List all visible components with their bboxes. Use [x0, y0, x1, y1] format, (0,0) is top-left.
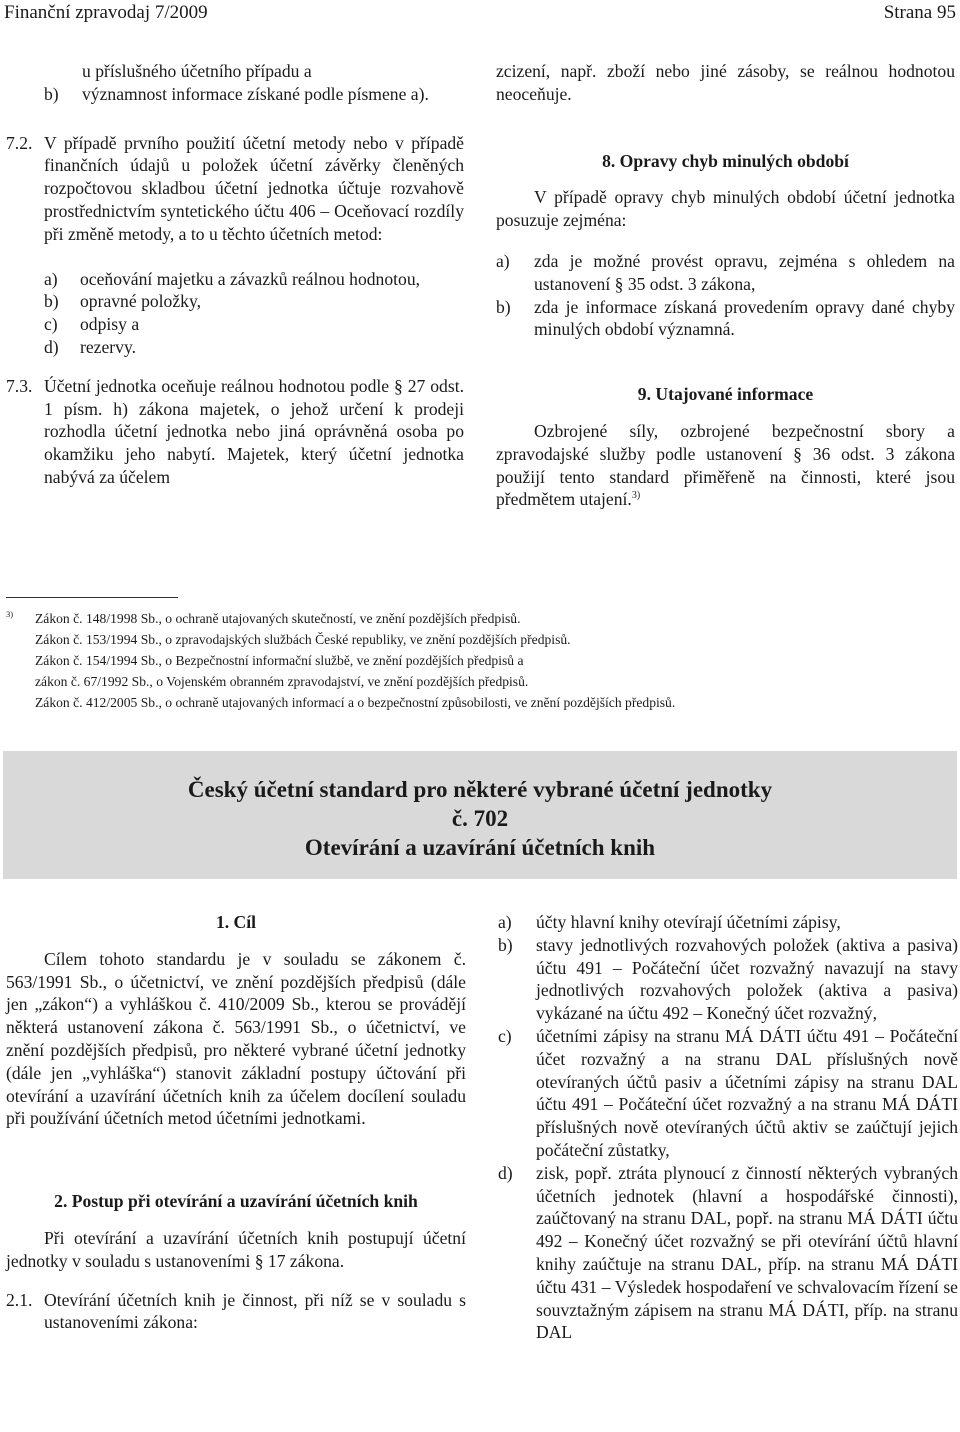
standard-title: [0, 775, 960, 862]
list-item: d) zisk, popř. ztráta plynoucí z činností některých vybraných účetních jednotek (hlavní a hospodářské činnosti), zaúčtovaný na stranu DAL, popř. na stranu MÁ DÁTI účtu 492 – Konečný účet rozvažný se při otevírání účtů hlavní knihy zaúčtuje na stranu DAL, příp. na stranu MÁ DÁTI účtu 431 – Výsledek hospodaření ve schvalovacím řízení se souvztažným zápisem na stranu MÁ DÁTI, příp. na stranu DAL: [498, 1162, 958, 1343]
footnote-line: zákon č. 67/1992 Sb., o Vojenském obranném zpravodajství, ve znění pozdějších předpisů.: [35, 674, 529, 689]
list-item: c) účetními zápisy na stranu MÁ DÁTI účtu 491 – Počáteční účet rozvažný a na stranu DAL příslušných nově otevíraných účtů pasiv a účetními zápisy na stranu DAL účtu 491 – Počáteční účet rozvažný a na stranu MÁ DÁTI příslušných nově otevíraných účtů aktiv se zaúčtují jejich počáteční zůstatky,: [498, 1025, 958, 1160]
footnote-mark: 3): [6, 609, 14, 619]
footnote-divider: [6, 597, 178, 598]
footnote-line: Zákon č. 153/1994 Sb., o zpravodajských službách České republiky, ve znění pozdějších předpisů.: [35, 632, 571, 647]
intro-b-label: b): [44, 83, 59, 104]
footnote-reference: 3): [631, 490, 641, 502]
section-7-3-text: Účetní jednotka oceňuje reálnou hodnotou podle § 27 odst. 1 písm. h) zákona majetek, o jehož určení k prodeji rozhodla účetní jednotka nebo jiná oprávněná osoba po okamžiku jeho nabytí. Majetek, který účetní jednotka nabývá za účelem: [44, 375, 464, 487]
section-2-1-number: 2.1.: [6, 1289, 33, 1310]
column-top-left: [6, 60, 464, 489]
column-bottom-right: [498, 911, 958, 1344]
intro-line-2: [6, 83, 464, 106]
footnote-line: Zákon č. 154/1994 Sb., o Bezpečnostní informační službě, ve znění pozdějších předpisů a: [35, 653, 524, 668]
column-bottom-left: [6, 911, 466, 1334]
section-8-heading: 8. Opravy chyb minulých období: [602, 150, 849, 171]
footnote-line: Zákon č. 148/1998 Sb., o ochraně utajovaných skutečností, ve znění pozdějších předpisů.: [35, 611, 521, 626]
section-7-3-number: 7.3.: [6, 375, 33, 396]
continuation-text: zcizení, např. zboží nebo jiné zásoby, se reálnou hodnotou neoceňuje.: [496, 61, 955, 104]
section-2-heading: 2. Postup při otevírání a uzavírání účetních knih: [54, 1191, 418, 1212]
section-7-2-number: 7.2.: [6, 132, 33, 153]
list-item: d) rezervy.: [44, 336, 136, 357]
list-item: a) oceňování majetku a závazků reálnou hodnotou,: [44, 268, 421, 289]
section-7-2-text: V případě prvního použití účetní metody nebo v případě finančních údajů u položek účetní závěrky členěných rozpočtovou skladbou účetní jednotka účtuje rozvahově prostřednictvím syntetického účtu 406 – Oceňovací rozdíly při změně metody, a to u těchto účetních metod:: [44, 132, 464, 244]
section-2-text: Při otevírání a uzavírání účetních knih postupují účetní jednotky v souladu s ustanoveními § 17 zákona.: [6, 1227, 466, 1271]
list-item: b) stavy jednotlivých rozvahových položek (aktiva a pasiva) účtu 491 – Počáteční účet rozvažný navazují na stavy jednotlivých rozvahových položek (aktiva a pasiva) vykázané na účtu 492 – Konečný účet rozvažný,: [498, 934, 958, 1024]
standard-title-line-3: Otevírání a uzavírání účetních knih: [304, 835, 656, 860]
section-1-text: Cílem tohoto standardu je v souladu se zákonem č. 563/1991 Sb., o účetnictví, ve znění pozdějších předpisů (dále jen „zákon“) a vyhláškou č. 410/2009 Sb., kterou se provádějí některá ustanovení zákona č. 563/1991 Sb., o účetnictví, ve znění pozdějších předpisů, pro některé vybrané účetní jednotky (dále jen „vyhláška“) stanovit základní postupy účtování při otevírání a uzavírání účetních knih za účelem docílení souladu při používání účetních metod účetními jednotkami.: [6, 948, 466, 1129]
page-number: Strana 95: [883, 2, 956, 23]
list-item: a) zda je možné provést opravu, zejména s ohledem na ustanovení § 35 odst. 3 zákona,: [496, 250, 955, 294]
list-item: b) zda je informace získaná provedením opravy dané chyby minulých období významná.: [496, 296, 955, 340]
list-item: a) účty hlavní knihy otevírají účetními zápisy,: [498, 912, 841, 932]
section-8-text: V případě opravy chyb minulých období účetní jednotka posuzuje zejména:: [496, 187, 955, 231]
standard-title-line-1: Český účetní standard pro některé vybrané účetní jednotky: [187, 777, 773, 802]
opening-books-list: [498, 911, 958, 1344]
footnote-line: Zákon č. 412/2005 Sb., o ochraně utajovaných informací a o bezpečnostní způsobilosti, ve znění pozdějších předpisů.: [35, 695, 676, 710]
footnote: [6, 608, 956, 713]
section-7-3: [6, 375, 464, 489]
section-2-1-text: Otevírání účetních knih je činnost, při níž se v souladu s ustanoveními zákona:: [44, 1289, 466, 1333]
intro-line-1: u příslušného účetního případu a: [82, 61, 312, 81]
section-1-heading: 1. Cíl: [215, 912, 257, 932]
valuation-methods-list: [6, 268, 464, 359]
list-item: b) opravné položky,: [44, 291, 201, 312]
section-9-text: Ozbrojené síly, ozbrojené bezpečnostní sbory a zpravodajské služby podle ustanovení § 36 odst. 3 zákona použijí tento standard přiměřeně na činnosti, které jsou předmětem utajení.$^{3)}$: [496, 420, 955, 510]
section-2-1: [6, 1289, 466, 1335]
section-9-heading: 9. Utajované informace: [637, 384, 814, 405]
section-7-2: [6, 132, 464, 246]
standard-number: č. 702: [451, 806, 509, 831]
error-correction-list: [496, 250, 955, 341]
running-header-title: Finanční zpravodaj 7/2009: [4, 2, 208, 23]
intro-line-2-text: významnost informace získané podle písmene a).: [82, 83, 429, 104]
list-item: c) odpisy a: [44, 314, 140, 335]
column-top-right: [496, 60, 955, 511]
